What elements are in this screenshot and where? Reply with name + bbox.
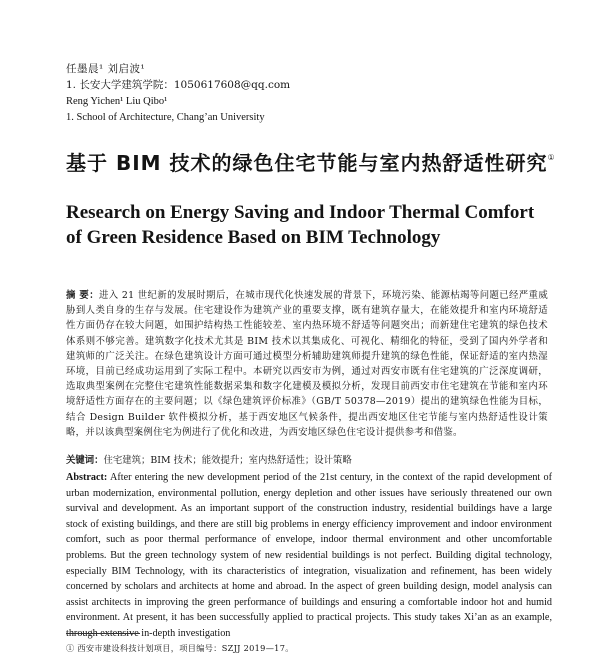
title-cn-text: 基于 BIM 技术的绿色住宅节能与室内热舒适性研究 [66,151,548,175]
abstract-en-text: After entering the new development period of the 21st century, in the context of the rapid development of urban modernization, environmental pollution, energy depletion and other issues have seriously threatened our own survival and development. As an important support of the construction industry, residential buildings have a large stock of existing buildings, and there are still big problems in energy efficiency improvement and indoor environment comfort, such as poor thermal performance of envelope, indoor thermal environment and other uncomfortable problems. But the green technology system of new residential buildings is not perfect. Building digital technology, especially BIM Technology, with its characteristics of integration, visualization and refinement, has been widely concerned by scholars and architects at home and abroad. In the aspect of green building design, model analysis can assist architects in improving the green performance of buildings and ensuring a comfortable indoor hot and humid environment. At present, it has been successfully applied to practical projects. This study takes Xi’an as an example, through extensive in-depth investigation [66,472,553,639]
title-en: Research on Energy Saving and Indoor Thermal Comfort of Green Residence Based on BIM Technology [66,202,535,248]
abstract-en [66,470,552,642]
footnote-mark: ① [66,643,75,653]
title-cn [66,144,566,177]
authors-en: Reng Yichen¹ Liu Qibo¹ [66,96,168,107]
affiliation-en: 1. School of Architecture, Chang’an University [66,112,265,123]
footnote-text: 西安市建设科技计划项目，项目编号：SZJJ 2019—17。 [77,643,294,653]
footnote-rule [66,633,140,634]
authors-cn: 任墨晨¹ 刘启波¹ [66,63,146,75]
keywords-cn-label: 关键词： [66,455,104,466]
footnote [66,642,294,654]
abstract-en-label: Abstract: [66,472,108,483]
keywords-cn [66,453,548,468]
abstract-cn-text: 进入 21 世纪新的发展时期后，在城市现代化快速发展的背景下，环境污染、能源枯竭等问题已经严重威胁到人类自身的生存与发展。住宅建设作为建筑产业的重要支撑，既有建筑存量大，在能效提升和室内环境舒适性方面仍存在较大问题，如围护结构热工性能较差、室内热环境不舒适等问题突出；而新建住宅建筑的绿色技术体系则不够完善。建筑数字化技术尤其是 BIM 技术以其集成化、可视化、精细化的特征，受到了国内外学者和建筑师的广泛关注。在绿色建筑设计方面可通过模型分析辅助建筑师提升建筑的绿色性能，保证舒适的室内热湿环境，目前已经成功运用到了实际工程中。本研究以西安市为例，通过对西安市既有住宅建筑的广泛深度调研，选取典型案例在完整住宅建筑性能数据采集和数字化建模及模拟分析，发现目前西安市住宅建筑在节能和室内环境舒适性方面存在的主要问题；以《绿色建筑评价标准》（GB/T 50378—2019）提出的建筑绿色性能为目标，结合 Design Builder 软件模拟分析，基于西安地区气候条件，提出西安地区住宅节能与室内热舒适性设计策略，并以该典型案例住宅为例进行了优化和改进，为西安地区绿色住宅设计提供参考和借鉴。 [66,290,548,438]
keywords-cn-text: 住宅建筑；BIM 技术；能效提升；室内热舒适性；设计策略 [103,455,352,466]
abstract-cn-label: 摘 要： [66,290,99,301]
affiliation-cn: 1. 长安大学建筑学院：1050617608@qq.com [66,79,291,91]
abstract-cn [66,288,548,440]
title-footnote-mark: ① [547,153,556,162]
